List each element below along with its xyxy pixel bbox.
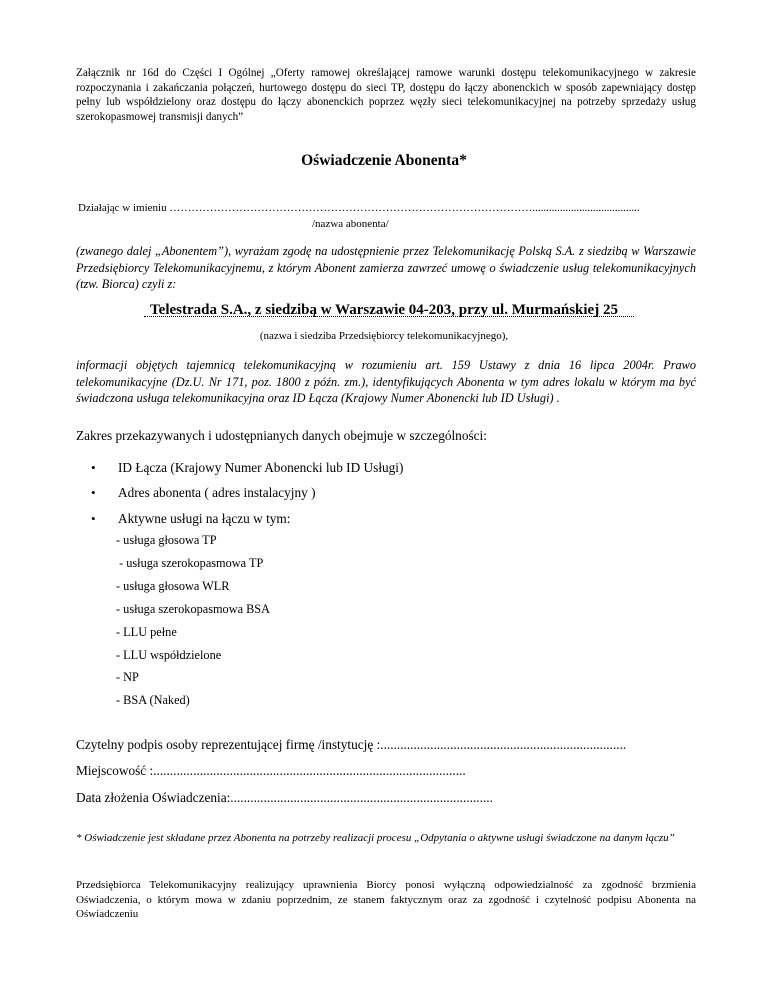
company-caption: (nazwa i siedziba Przedsiębiorcy telekomunikacyjnego), xyxy=(259,330,509,342)
footnote: * Oświadczenie jest składane przez Abonenta na potrzeby realizacji procesu „Odpytania o aktywne usługi świadczone na danym łączu” xyxy=(76,832,675,844)
service-item: - LLU pełne xyxy=(116,625,177,639)
service-item: - LLU współdzielone xyxy=(116,648,222,662)
bullet-item: ID Łącza (Krajowy Numer Abonencki lub ID Usługi) xyxy=(118,460,404,475)
consent-paragraph: (zwanego dalej „Abonentem”), wyrażam zgodę na udostępnienie przez Telekomunikację Polską S.A. z siedzibą w Warszawie Przedsiębiorcy Telekomunikacyjnemu, z którym Abonent zamierza zawrzeć umowę o świadczenie usług telekomunikacyjnych (tzw. Biorca) czyli z: xyxy=(76,244,696,292)
service-item: - NP xyxy=(116,670,139,684)
annex-intro: Załącznik nr 16d do Części I Ogólnej „Oferty ramowej określającej ramowe warunki dostępu telekomunikacyjnego w zakresie rozpoczynania i zakańczania połączeń, hurtowego dostępu do sieci TP, dostępu do łączy abonenckich w sposób zapewniający dostęp pełny lub współdzielony oraz dostępu do łączy abonenckich poprzez węzły sieci telekomunikacyjnej na potrzeby sprzedaży usług szerokopasmowej transmisji danych” xyxy=(76,67,696,123)
service-item: - usługa głosowa WLR xyxy=(116,579,230,593)
company-dotted-underline xyxy=(144,316,634,317)
service-item: - usługa szerokopasmowa BSA xyxy=(116,602,271,616)
signature-field: Czytelny podpis osoby reprezentującej firmę /instytucję :.......................................................................... xyxy=(76,737,627,752)
information-paragraph: informacji objętych tajemnicą telekomunikacyjną w rozumieniu art. 159 Ustawy z dnia 16 lipca 2004r. Prawo telekomunikacyjne (Dz.U. Nr 171, poz. 1800 z późn. zm.), identyfikujących Abonenta w tym adres lokalu w którym ma być świadczona usługa telekomunikacyjna oraz ID Łącza (Krajowy Numer Abonencki lub ID Usługi) . xyxy=(76,358,696,406)
acting-on-behalf-line: Działając w imieniu ………………………………………………………………………………………....................................... xyxy=(78,202,640,214)
place-field: Miejscowość :.............................................................................................. xyxy=(76,763,466,778)
scope-heading: Zakres przekazywanych i udostępnianych danych obejmuje w szczególności: xyxy=(76,428,487,443)
document-title: Oświadczenie Abonenta* xyxy=(301,152,467,169)
bullet-item: Adres abonenta ( adres instalacyjny ) xyxy=(118,485,316,500)
subscriber-name-caption: /nazwa abonenta/ xyxy=(312,218,389,230)
bullet-marker: • xyxy=(91,485,96,500)
service-item: - BSA (Naked) xyxy=(116,693,190,707)
date-field: Data złożenia Oświadczenia:............................................................................... xyxy=(76,790,493,805)
bullet-item: Aktywne usługi na łączu w tym: xyxy=(118,511,291,526)
bullet-marker: • xyxy=(91,460,96,475)
service-item: - usługa głosowa TP xyxy=(116,533,217,547)
company-name: Telestrada S.A., z siedzibą w Warszawie 04-203, przy ul. Murmańskiej 25 xyxy=(150,302,618,318)
bullet-marker: • xyxy=(91,511,96,526)
responsibility-paragraph: Przedsiębiorca Telekomunikacyjny realizujący uprawnienia Biorcy ponosi wyłączną odpowiedzialność za zgodność brzmienia Oświadczenia, o którym mowa w zdaniu poprzednim, ze stanem faktycznym oraz za zgodność i czytelność podpisu Abonenta na Oświadczeniu xyxy=(76,879,696,921)
service-item: - usługa szerokopasmowa TP xyxy=(116,556,264,570)
